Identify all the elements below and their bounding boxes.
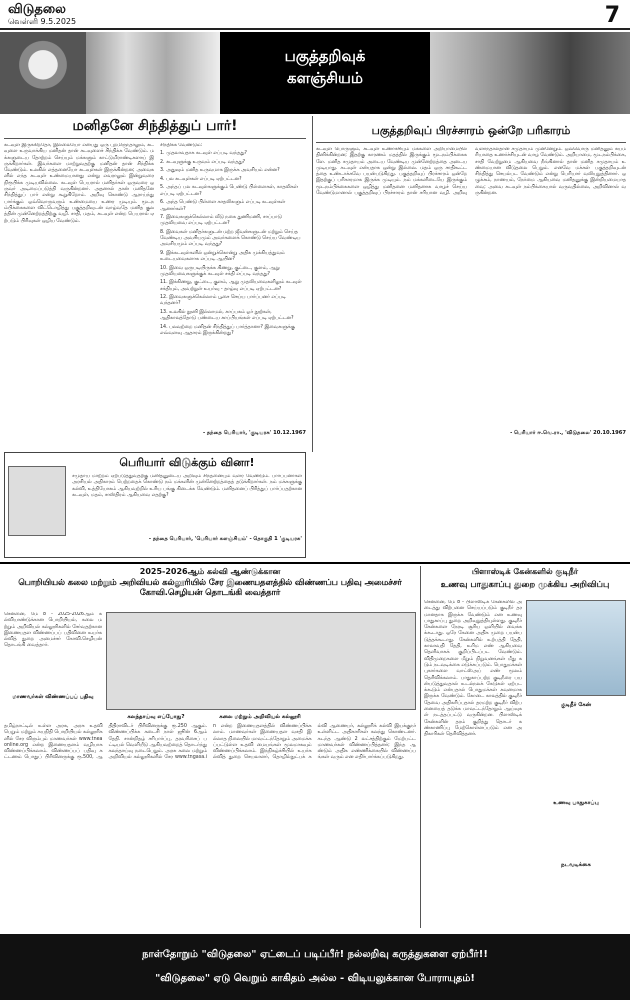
box-heading: பெரியார் விடுக்கும் வினா! [72, 456, 302, 469]
question-item: 5. அந்தப் பல கடவுள்களுக்கும் பெண்டு பிள்ளைகள், காதலிகள் எப்படி ஏற்பட்டன? [160, 185, 298, 197]
news2-heading: உணவு பாதுகாப்பு துறை முக்கிய அறிவிப்பு [440, 580, 610, 590]
divider [316, 142, 626, 143]
question-item: 12. இவைகளுக்கெல்லாம் பூசை செய்ய பார்ப்பனர் எப்படி வந்தனர்? [160, 295, 286, 307]
question-item: 7. இவைகளுக்கெல்லாம் வீடு நகை துணிமணி, சாப்பாடு முதலியவை எப்படி ஏற்பட்டன? [160, 214, 282, 227]
question-item: 14. பலவற்றை மனிதன் சிந்தித்துப் பார்த்தானா? இவைகளுக்கு எவ்வளவு ஆதாரம் இருக்கின்றது? [160, 324, 295, 337]
banner-title [220, 32, 430, 114]
news1-kicker: 2025-2026ஆம் கல்வி ஆண்டுக்கான [139, 567, 281, 576]
water-can-photo [526, 600, 626, 696]
article2-body: கடவுள் பொருளும், கடவுள் உணர்ச்சியும் மக்களை அறியாமையில் தினிக்கின்றன; இதற்கு காரணம் மதத்தில் இருக்கும் மூடநம்பிக்கைகளே. மனித சமுதாயம் அடைய வேண்டிய முன்னேற்றத்தை அடைய முடியாது. கடவுள் என்பதாக ஒன்று இல்லை. மதம் ஒரு சாதிகூட்டத்தை உண்டாக்கவே பயன்படுகிறது. பகுத்தறிவுப் பிரச்சாரம் ஒன்றே இதற்குப் பரிகாரமாக இருக்க முடியும். நம் மக்களிடையே இருக்கும் மூடநம்பிக்கைகளை ஒழித்து மனிதனை மனிதனாக வாழச் செய்ய வேண்டுமானால் பகுத்தறிவுப் பிரச்சாரம் தான் சரியான வழி. அறிவு வளர்ந்தால்தான் சமுதாயம் முன்னேறும். ஒவ்வொரு மனிதனும் சுயமரியாதை உணர்ச்சியுடன் வாழ வேண்டும். அறியாமை, மூடநம்பிக்கை, சாதி வேற்றுமை ஆகியவை நீங்கினால் தான் மனித சமுதாயம் உண்மையான விடுதலை பெறும். எனவே மக்கள் பகுத்தறிவுடன் சிந்தித்து செயல்பட வேண்டும் என்று பெரியார் வலியுறுத்தினார். ஒழுக்கம், நாணயம், நேர்மை ஆகியவை மனிதனுக்கு இன்றியமையாதவை; அவை கடவுள் நம்பிக்கையால் வருவதில்லை, அறிவினால் வருகின்றன. [316, 147, 626, 197]
question-item: 11. இக்கிணறு, குட்டை, குளம், ஆறு முதலியவைகளிலும் கடவுள் சக்தியும், அவற்றுள் உயர்வு - தாழ்வு எப்படி ஏற்பட்டன? [160, 280, 302, 292]
news1-subheading: மாணவர்கள் விண்ணப்பப் பதிவு [12, 694, 94, 700]
news2-kicker: பிளாஸ்டிக் கேன்களில் குடிநீர் [471, 567, 579, 576]
question-item: சிந்திக்க வேண்டும்: [160, 143, 203, 148]
box-signature: - தந்தை பெரியார், 'பெரியார் களஞ்சியம்' - தொகுதி 1 'குடியரசு' [148, 536, 302, 542]
periyar-photo [8, 466, 66, 536]
news2-body: சென்னை, மே 8 - பிளாஸ்டிக் கேன்களில் அடைத்து விற்பனை செய்யப்படும் குடிநீர் தரமானதாக இருக்க வேண்டும் என உணவு பாதுகாப்பு துறை அறிவுறுத்தியுள்ளது. குடிநீர் கேன்களை நேரடி சூரிய ஒளியில் வைக்கக்கூடாது. ஒரே கேனை அதிக முறை பயன்படுத்தக்கூடாது. கேன்களில் உற்பத்தி தேதி, காலாவதி தேதி, உரிம எண் ஆகியவை தெளிவாகக் குறிப்பிடப்பட வேண்டும். விதிமுறைகளை மீறும் நிறுவனங்கள் மீது கடும் நடவடிக்கை எடுக்கப்படும். பொதுமக்கள் புகார்களை வாட்ஸ்அப் எண் மூலம் தெரிவிக்கலாம். பாதுகாப்பற்ற குடிநீரை பயன்படுத்துவதால் உடல்நலக் கேடுகள் ஏற்படக்கூடும் என்பதால் பொதுமக்கள் கவனமாக இருக்க வேண்டும். கோடை காலத்தில் குடிநீர் தேவை அதிகரிப்பதால் தரமற்ற குடிநீர் விற்பனையைத் தடுக்க மாவட்டந்தோறும் ஆய்வுகள் நடத்தப்பட்டு வருகின்றன. பிளாஸ்டிக் கேன்களின் தரம் குறித்து தொடர் கண்காணிப்பு மேற்கொள்ளப்படும் என அதிகாரிகள் தெரிவித்தனர். [424, 600, 522, 738]
footer-line1: நாள்தோறும் "விடுதலை" ஏட்டைப் படிப்பீர்! நல்லறிவு கருத்துகளை ஏற்பீர்!! [142, 949, 488, 960]
news2-subheading: நடவடிக்கை [561, 862, 591, 868]
news2-subheading: குடிநீர் கேன் [560, 702, 592, 708]
question-item: 8. இவைகள் மனிதர்களுடன் மற்ற ஜீவன்களுடன் மற்றும் செய்த வேண்டிய அவசியமும் அவர்களைக் கொண்டு செய்ய வேண்டிய அவசியமும் எப்படி வந்தது? [160, 229, 301, 248]
newspaper-name: விடுதலை [8, 2, 66, 17]
column-divider [420, 566, 421, 928]
banner-title-line2: களஞ்சியம் [287, 69, 363, 87]
banner-title-line1: பகுத்தறிவுக் [284, 47, 366, 65]
question-item: 6. அந்த பெண்டு பிள்ளை காதலிகளும் எப்படி கடவுள்கள் ஆனார்கள்? [160, 200, 286, 212]
issue-date: வெள்ளி 9.5.2025 [8, 17, 77, 26]
article1-heading: மனிதனே சிந்தித்துப் பார்! [72, 118, 238, 134]
box-body: சமுதாய மாற்றம் ஏற்படுத்துவதற்கு மனிதனுடைய அறிவும் சிந்தனையும் வளர வேண்டும். பார்ப்பனர்கள் அரசியல் அதிகாரம் பெற்றதைக் கொண்டு நம் மக்களின் முன்னேற்றத்தைத் தடுக்கிறார்கள். நம் மக்களுக்கு கல்வி, உத்தியோகம் ஆகியவற்றில் உரிய பங்கு கிடைக்க வேண்டும். மனிதனைப் பிரித்துப் பார்ப்பதற்கான கடவுள், மதம், சாஸ்திரம் ஆகியவை எதற்கு? [72, 474, 302, 498]
page-header [0, 0, 630, 30]
news1-subheading: கலை மற்றும் அறிவியல் கல்லூரி [219, 714, 301, 720]
article2-signature: - பெரியார் ஈ.வெ.ரா., 'விடுதலை' 20.10.1967 [510, 430, 626, 436]
footer-banner [0, 934, 630, 1000]
news1-dateline: சென்னை, மே 8 - 2025-2026ஆம் கல்வியாண்டுக்கான பொறியியல், கலை மற்றும் அறிவியல் கல்லூரிகளில் சேர்வதற்கான இணையதள விண்ணப்பப் பதிவினை உயர்கல்வித் துறை அமைச்சர் கோவி.செழியன் தொடங்கி வைத்தார். [4, 612, 102, 649]
question-item: 2. கடவுளுக்கு உருவம் எப்படி வந்தது? [160, 159, 246, 165]
periyar-portrait-image [0, 32, 86, 114]
evolution-illustration [86, 32, 220, 114]
question-item: 10. இவை ஒருபடியிருக்க கிணறு, குட்டை, குளம், ஆறு முதலியவைகளுக்குக் கடவுள் சக்தி எப்படி வந்தது? [160, 265, 280, 277]
news1-subheading: கலந்தாய்வு எப்போது? [127, 714, 185, 720]
thinker-statue-image [430, 32, 630, 114]
news1-body: தமிழ்நாட்டில் உள்ள அரசு, அரசு உதவி பெறும் மற்றும் சுயநிதி பொறியியல் கல்லூரிகளில் சேர விரும்பும் மாணவர்கள் www.tneaonline.org என்ற இணையதளம் வழியாக விண்ணப்பிக்கலாம். விண்ணப்பப் பதிவு கட்டணம் பொதுப் பிரிவினருக்கு ரூ.500, ஆதிதிராவிடர் பிரிவினருக்கு ரூ.250 ஆகும். விண்ணப்பிக்க கடைசி நாள் ஜூன் 6ஆம் தேதி. சான்றிதழ் சரிபார்ப்பு, தரவரிசைப் பட்டியல் வெளியீடு ஆகியவற்றைத் தொடர்ந்து கலந்தாய்வு நடைபெறும். அரசு கலை மற்றும் அறிவியல் கல்லூரிகளில் சேர www.tngasa.in என்ற இணையதளத்தில் விண்ணப்பிக்கலாம். மாணவர்கள் இணையதள வசதி இல்லாத நிலையில் மாவட்டந்தோறும் அமைக்கப்பட்டுள்ள உதவி மையங்கள் மூலமாகவும் விண்ணப்பிக்கலாம். இந்நிகழ்ச்சியில் உயர்கல்வித் துறை செயலாளர், தொழில்நுட்பக் கல்வி ஆணையர், கல்லூரிக் கல்வி இயக்குநர் உள்ளிட்ட அதிகாரிகள் கலந்து கொண்டனர். கடந்த ஆண்டு 2 லட்சத்திற்கும் மேற்பட்ட மாணவர்கள் விண்ணப்பித்தனர்; இந்த ஆண்டும் அதிக எண்ணிக்கையில் விண்ணப்பங்கள் வரும் என எதிர்பார்க்கப்படுகிறது. [4, 724, 416, 761]
question-item: 13. உலகில் நூனி இல்லாமல், காப்பகம் ஓர் நூற்கள், ஆதிகாலத்தோடு பண்டைய காப்பியங்கள் எப்படி ஏற்பட்டன? [160, 309, 294, 322]
question-item: 4. பல கடவுள்கள் எப்படி ஏற்பட்டன? [160, 176, 242, 182]
question-item: 9. இக்கடவுள்களில் ஒன்றுக்கொன்று அதிக முக்கியத்துவம் உடையவைகளாக எப்படி ஆயின? [160, 250, 285, 263]
divider [4, 138, 306, 139]
article1-question-list [160, 143, 306, 425]
news1-heading: பொறியியல் கலை மற்றும் அறிவியல் கல்லூரியில் சேர இணையதளத்தில் விண்ணப்ப பதிவு அமைச்சர் கோவி.செழியன் தொடங்கி வைத்தார் [18, 577, 402, 597]
page-number: 7 [604, 3, 620, 28]
question-item: 3. அதுவும் மனித உருவமாக இருக்க அவசியம் என்ன? [160, 168, 280, 174]
column-divider [312, 116, 313, 452]
article1-signature: - தந்தை பெரியார், 'குடியரசு' 10.12.1967 [202, 430, 306, 436]
news2-subheading: உணவு பாதுகாப்பு [553, 800, 599, 806]
minister-event-photo [106, 612, 416, 710]
question-item: 1. முதலாவதாக கடவுள் எப்படி வந்தது? [160, 151, 247, 157]
article1-body: கடவுள் இருக்கிறதோ, இல்லையோ என்பது ஒரு புறமிருந்தாலும், கடவுளை உருவாக்கிய மனிதன் தான் கடவுளைச் சிந்திக்க வேண்டும். மக்களுடைய தோற்றம் செய்யும் மக்களும் காட்டுமிராண்டிகளாய் இருக்கிறார்கள். இவர்களை மாற்றுவதற்கு மனிதன் தான் சிந்திக்க வேண்டும். உலகில் எத்தனையோ கடவுள்கள் இருக்கின்றன; அவைகளில் எந்த கடவுள் உண்மையானது என்று எவராலும் இன்றுவரை நிரூபிக்க முடியவில்லை. கடவுள் பெயரால் மனிதர்கள் ஒருவரை ஒருவர் அடிமைப்படுத்தி வருகின்றனர். அதனால் தான் மனிதனே சிந்தித்துப் பார் என்று கூறுகிறோம். அறிவு கொண்டு ஆராய்ந்து பார்க்கும் ஒவ்வொருவரும் உண்மையை உணர முடியும். மூடநம்பிக்கைகளை விட்டொழித்து பகுத்தறிவுடன் வாழ்வதே மனித குலத்தின் முன்னேற்றத்திற்கு வழி. சாதி, மதம், கடவுள் என்ற பெயரால் ஏற்படும் பிரிவுகள் ஒழிய வேண்டும். [4, 143, 154, 224]
footer-line2: "விடுதலை" ஏடு வெறும் காகிதம் அல்ல - விடியலுக்கான போராயுதம்! [155, 973, 475, 984]
section-divider [0, 562, 630, 564]
article2-heading: பகுத்தறிவுப் பிரச்சாரம் ஒன்றே பரிகாரம் [371, 124, 571, 137]
